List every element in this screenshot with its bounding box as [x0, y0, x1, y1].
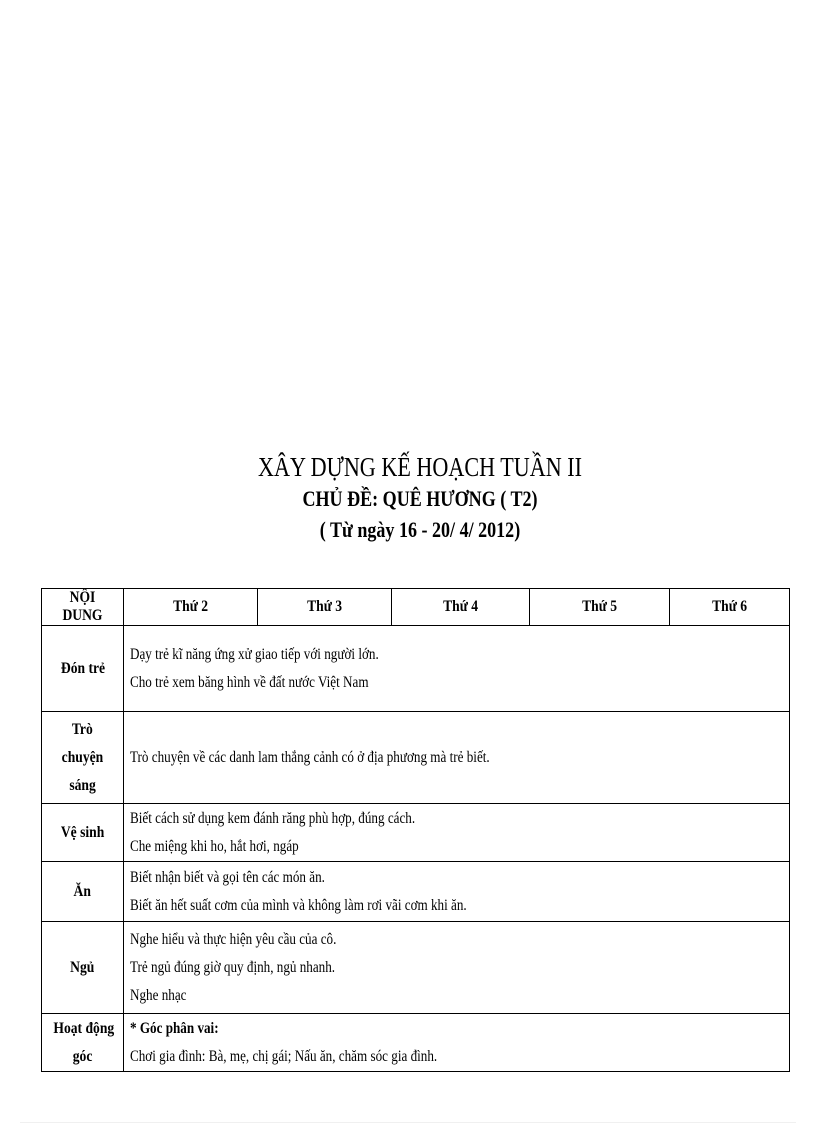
table-row: [42, 712, 790, 804]
weekly-plan-table: [41, 588, 790, 1072]
column-header: NỘI DUNG: [42, 589, 124, 626]
row-label: Trò chuyện sáng: [42, 712, 124, 804]
document-subtitle: CHỦ ĐỀ: QUÊ HƯƠNG ( T2): [302, 486, 538, 511]
row-label: Ngủ: [42, 922, 124, 1014]
table-row: [42, 1014, 790, 1072]
row-content: Biết cách sử dụng kem đánh răng phù hợp, đúng cách. Che miệng khi ho, hắt hơi, ngáp: [124, 804, 790, 862]
row-content: Biết nhận biết và gọi tên các món ăn. Biết ăn hết suất cơm của mình và không làm rơi vãi cơm khi ăn.: [124, 862, 790, 922]
column-header: Thứ 3: [258, 589, 392, 626]
row-content: Nghe hiểu và thực hiện yêu cầu của cô. Trẻ ngủ đúng giờ quy định, ngủ nhanh. Nghe nhạc: [124, 922, 790, 1014]
column-header: Thứ 4: [392, 589, 530, 626]
row-content: Trò chuyện về các danh lam thắng cảnh có ở địa phương mà trẻ biết.: [124, 712, 790, 804]
document-title-block: [76, 450, 745, 546]
column-header: Thứ 5: [530, 589, 670, 626]
row-label: Hoạt động góc: [42, 1014, 124, 1072]
column-header: Thứ 2: [124, 589, 258, 626]
row-label: Vệ sinh: [42, 804, 124, 862]
column-header: Thứ 6: [670, 589, 790, 626]
row-content: Dạy trẻ kĩ năng ứng xử giao tiếp với người lớn. Cho trẻ xem băng hình về đất nước Việt Nam: [124, 626, 790, 712]
table-row: [42, 804, 790, 862]
row-label: Đón trẻ: [42, 626, 124, 712]
table-row: [42, 862, 790, 922]
table-header-row: [42, 589, 790, 626]
row-content: * Góc phân vai: Chơi gia đình: Bà, mẹ, chị gái; Nấu ăn, chăm sóc gia đình.: [124, 1014, 790, 1072]
table-row: [42, 922, 790, 1014]
document-title: XÂY DỰNG KẾ HOẠCH TUẦN II: [257, 452, 583, 482]
row-label: Ăn: [42, 862, 124, 922]
document-date-range: ( Từ ngày 16 - 20/ 4/ 2012): [319, 517, 521, 542]
table-row: [42, 626, 790, 712]
